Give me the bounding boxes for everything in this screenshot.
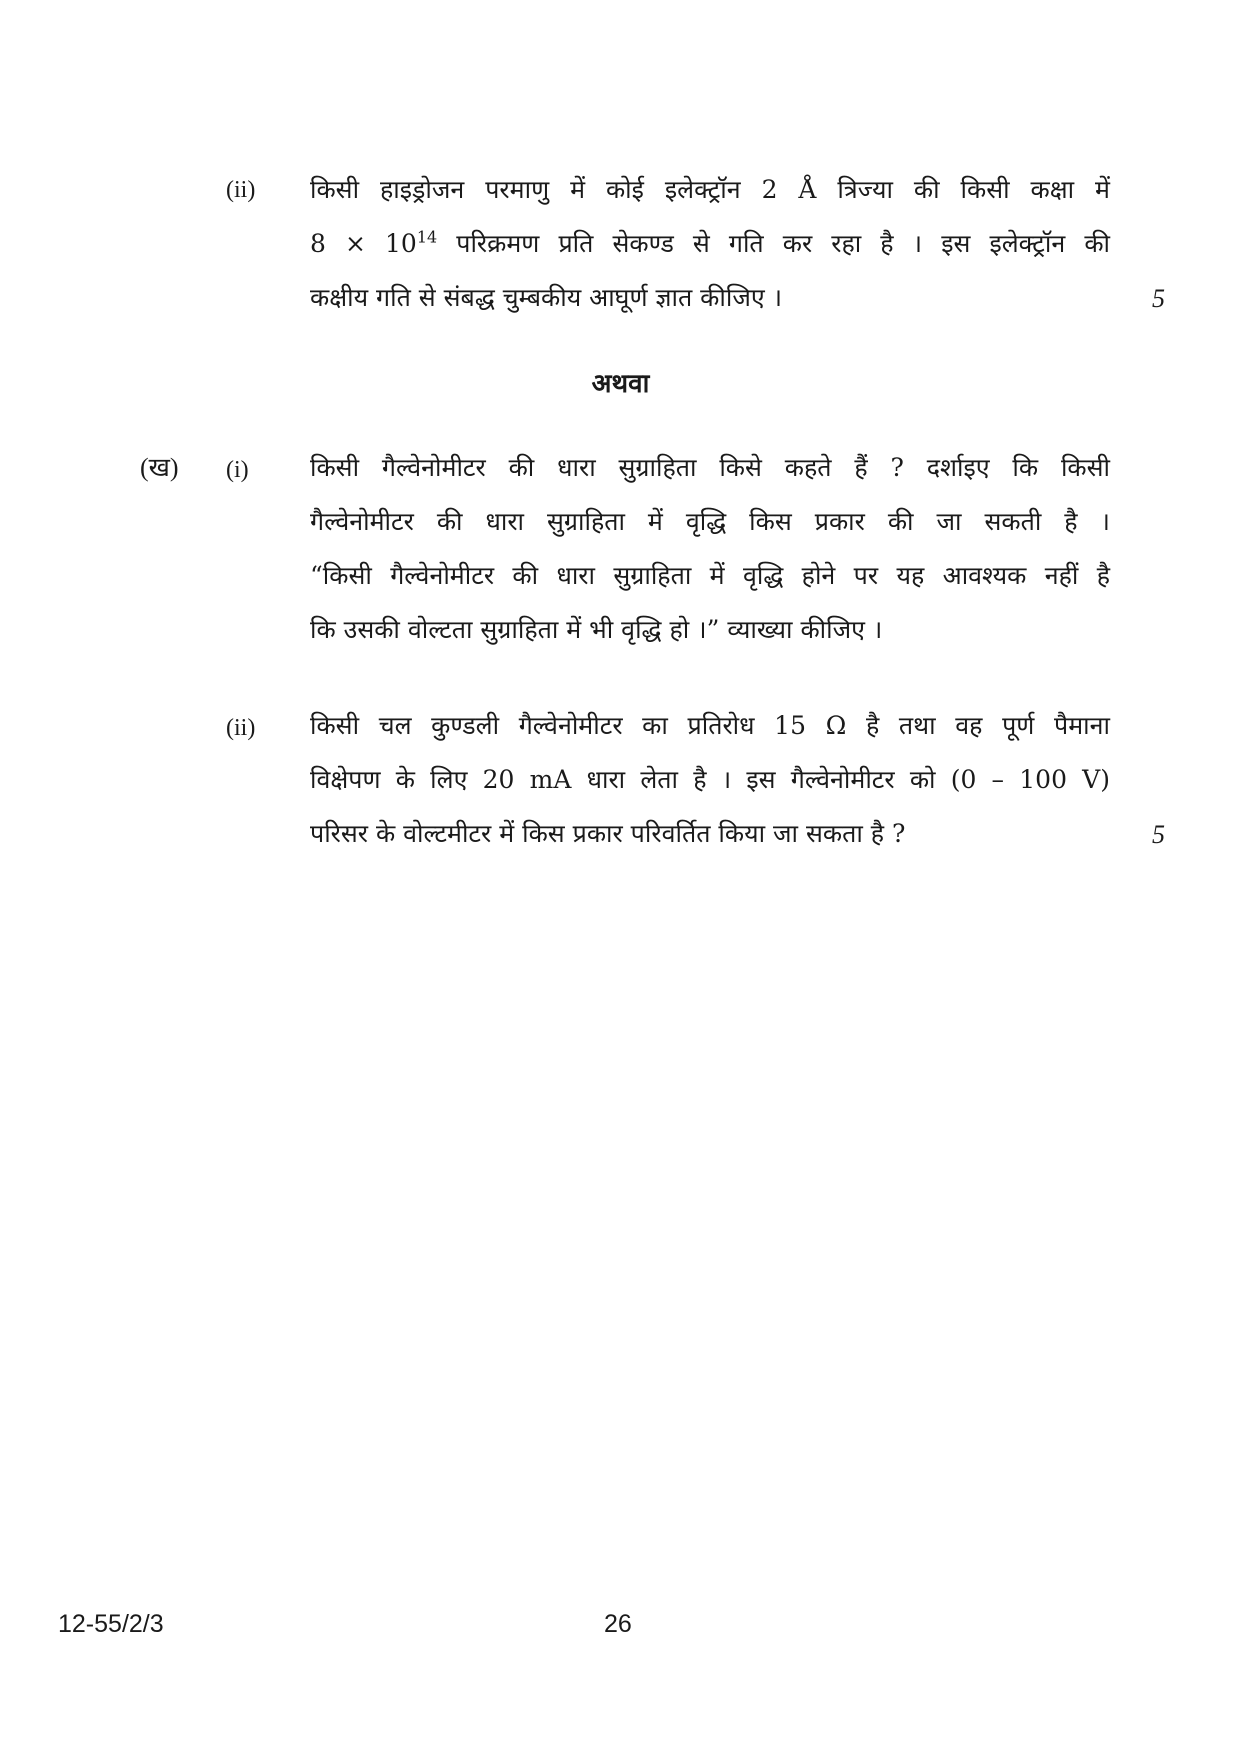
- q-ii-line-3: कक्षीय गति से संबद्ध चुम्बकीय आघूर्ण ज्ञात कीजिए ।: [310, 283, 783, 312]
- part-ii-line-3: परिसर के वोल्टमीटर में किस प्रकार परिवर्तित किया जा सकता है ?: [310, 819, 906, 848]
- part-i-line-4: कि उसकी वोल्टता सुग्राहिता में भी वृद्धि हो ।” व्याख्या कीजिए ।: [310, 615, 883, 644]
- q-ii-line-2-base: 8 × 10: [310, 229, 417, 258]
- part-i-line-3: “किसी गैल्वेनोमीटर की धारा सुग्राहिता में वृद्धि होने पर यह आवश्यक नहीं है: [310, 561, 1110, 590]
- part-i-label: (i): [226, 457, 249, 483]
- q-ii-line-2-rest: परिक्रमण प्रति सेकण्ड से गति कर रहा है । इस इलेक्ट्रॉन की: [437, 229, 1111, 258]
- part-ii-marks: 5: [1152, 820, 1165, 849]
- part-ii-line-1: किसी चल कुण्डली गैल्वेनोमीटर का प्रतिरोध 15 Ω है तथा वह पूर्ण पैमाना: [310, 711, 1110, 740]
- section-kha-label: (ख): [140, 453, 179, 482]
- q-ii-label: (ii): [226, 177, 256, 203]
- part-ii-label: (ii): [226, 715, 256, 741]
- paper-code: 12-55/2/3: [58, 1610, 164, 1638]
- part-i-line-1: किसी गैल्वेनोमीटर की धारा सुग्राहिता किसे कहते हैं ? दर्शाइए कि किसी: [310, 453, 1110, 482]
- q-ii-line-2: [310, 226, 1110, 262]
- q-ii-line-2-exponent: 14: [416, 227, 438, 247]
- part-i-line-2: गैल्वेनोमीटर की धारा सुग्राहिता में वृद्धि किस प्रकार की जा सकती है ।: [310, 507, 1110, 536]
- q-ii-marks: 5: [1152, 284, 1165, 313]
- q-ii-line-1: किसी हाइड्रोजन परमाणु में कोई इलेक्ट्रॉन 2 Å त्रिज्या की किसी कक्षा में: [310, 175, 1110, 204]
- part-ii-line-2: विक्षेपण के लिए 20 mA धारा लेता है । इस गैल्वेनोमीटर को (0 – 100 V): [310, 765, 1110, 794]
- page-number: 26: [604, 1610, 632, 1638]
- or-heading: अथवा: [591, 369, 650, 399]
